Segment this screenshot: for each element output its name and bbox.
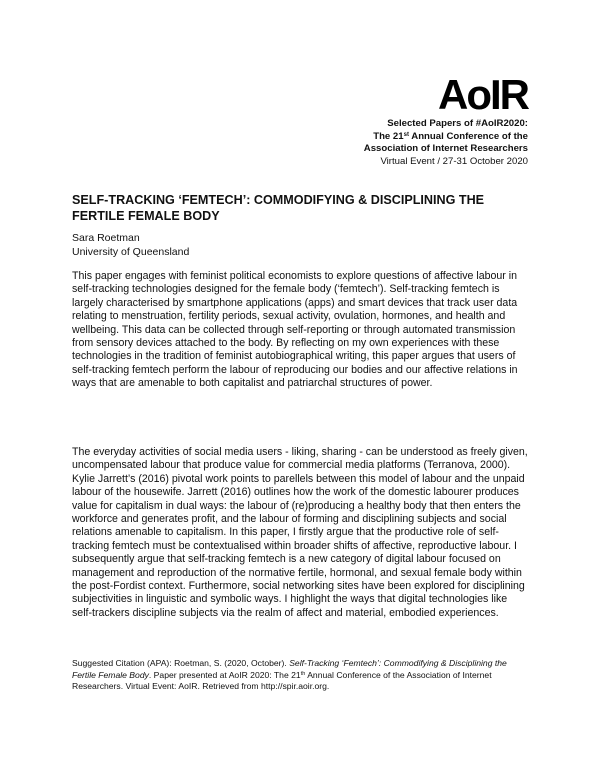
abstract-paragraph: This paper engages with feminist political economists to explore questions of affective labour in self-tracking technologies designed for the female body (‘femtech’). Self-tracking femtech is largely characterised by smartphone applications (apps) and smart devices that track user data relating to menstruation, fertility periods, sexual activity, ovulation, hormones, and health and wellbeing. This data can be collected through self-reporting or through automated transmission from sensory devices attached to the body. By reflecting on my own experiences with these technologies in the tradition of feminist autobiographical writing, this paper argues that users of self-tracking femtech perform the labour of reproducing our bodies and our affective relations in ways that are amenable to both capitalist and patriarchal structures of power. bbox=[72, 270, 518, 390]
conference-info bbox=[268, 118, 528, 168]
conference-line-2-pre: The 21 bbox=[373, 130, 404, 142]
citation-ordinal-suffix: th bbox=[300, 670, 306, 677]
citation-mid: . Paper presented at AoIR 2020: The 21 bbox=[148, 669, 301, 680]
citation-pre: Suggested Citation (APA): Roetman, S. (2020, October). bbox=[72, 658, 290, 668]
body-paragraph: The everyday activities of social media users - liking, sharing - can be understood as freely given, uncompensated labour that produce value for commercial media platforms (Terranova, 2000). Kylie Jarrett’s (2016) pivotal work points to parellels between this model of labour and the unpaid labour of the housewife. Jarrett (2016) outlines how the work of the domestic labourer produces value for capitalism in dual ways: the labour of (re)producing a healthy body that then enters the workforce and generates profit, and the labour of forming and disciplining subjects and social relations amenable to capitalism. In this paper, I firstly argue that the productive role of self-tracking femtech must be contextualised within broader shifts of affective, reproductive labour. I subsequently argue that self-tracking femtech is a new category of digital labour focused on management and reproduction of the normative fertile, hormonal, and sexual female body within the post-Fordist context. Furthermore, social networking sites have been explored for disciplining subjectivities in linguistic and symbolic ways. I highlight the ways that digital technologies like self-trackers discipline subjects via the realm of affect and material, embodied experiences. bbox=[72, 446, 528, 619]
paper-title: SELF-TRACKING ‘FEMTECH’: COMMODIFYING & DISCIPLINING THE FERTILE FEMALE BODY bbox=[72, 193, 485, 223]
author-affiliation: University of Queensland bbox=[72, 246, 190, 258]
conference-line-4: Virtual Event / 27-31 October 2020 bbox=[380, 155, 528, 167]
conference-line-2-post: Annual Conference of the bbox=[408, 130, 528, 142]
conference-line-3: Association of Internet Researchers bbox=[363, 143, 528, 154]
citation-post: Annual Conference of the Association of Internet Researchers. Virtual Event: AoIR. Retrieved from http://spir.aoir.org. bbox=[72, 669, 492, 692]
author-name: Sara Roetman bbox=[72, 232, 140, 244]
conference-ordinal-suffix: st bbox=[403, 131, 409, 138]
suggested-citation bbox=[72, 658, 532, 693]
conference-line-1: Selected Papers of #AoIR2020: bbox=[387, 118, 528, 129]
aoir-logo: AoIR bbox=[438, 71, 528, 118]
conference-line-2 bbox=[268, 131, 528, 144]
citation-title: Self-Tracking ‘Femtech’: Commodifying & Disciplining the Fertile Female Body bbox=[72, 658, 507, 680]
author-block bbox=[72, 231, 189, 259]
